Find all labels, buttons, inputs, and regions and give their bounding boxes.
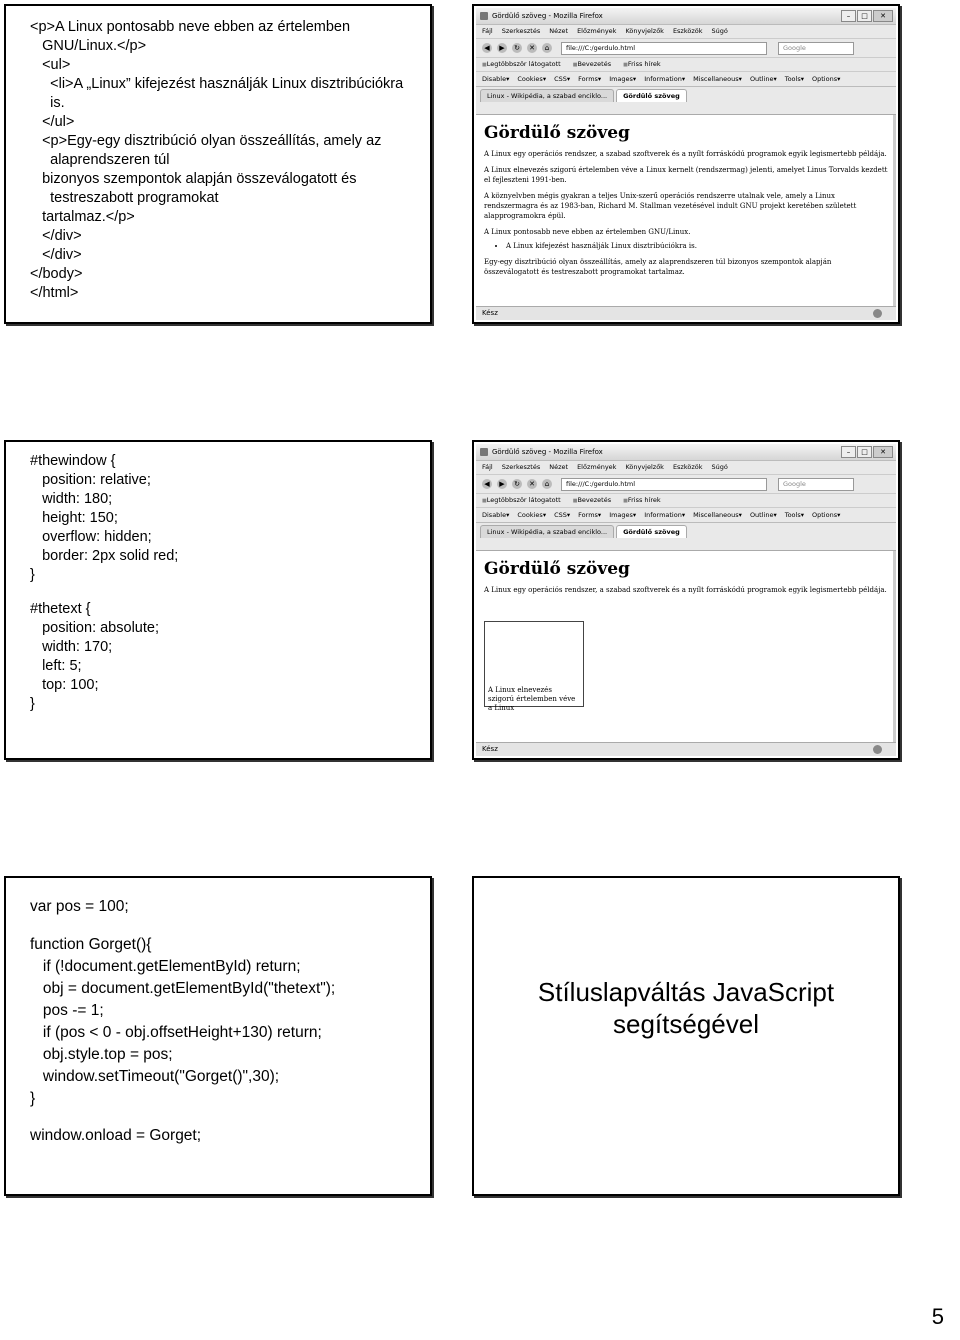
tab-gordulo[interactable]: Gördülő szöveg xyxy=(616,525,687,538)
close-icon[interactable]: ✕ xyxy=(873,446,893,458)
bookmarks-bar xyxy=(476,494,896,508)
developer-toolbar xyxy=(476,508,896,523)
page-content xyxy=(476,550,896,743)
window-titlebar xyxy=(476,444,896,461)
status-text: Kész xyxy=(482,309,498,317)
menu-item[interactable]: Szerkesztés xyxy=(501,463,541,471)
code-line: tartalmaz.</p> xyxy=(30,209,135,225)
search-input[interactable]: Google xyxy=(778,478,854,491)
menu-item[interactable]: Könyvjelzők xyxy=(625,463,664,471)
code-line: position: absolute; xyxy=(30,619,159,636)
devbar-item[interactable]: Outline▾ xyxy=(749,511,777,519)
reload-icon[interactable]: ↻ xyxy=(512,43,522,53)
code-line: </body> xyxy=(30,266,83,282)
stop-icon[interactable]: ✕ xyxy=(527,479,537,489)
devbar-item[interactable]: Forms▾ xyxy=(578,75,602,83)
window-title: Gördülő szöveg - Mozilla Firefox xyxy=(492,12,603,20)
menu-bar xyxy=(476,461,896,475)
menu-item[interactable]: Előzmények xyxy=(577,27,617,35)
bookmark-item[interactable]: ■ Legtöbbször látogatott xyxy=(482,494,561,507)
bookmark-item[interactable]: ■ Bevezetés xyxy=(573,494,611,507)
menu-item[interactable]: Súgó xyxy=(711,27,728,35)
code-line: obj = document.getElementById("thetext"); xyxy=(30,979,336,997)
menu-item[interactable]: Szerkesztés xyxy=(501,27,541,35)
code-line: if (pos < 0 - obj.offsetHeight+130) return; xyxy=(30,1023,322,1041)
page-content xyxy=(476,114,896,307)
bookmarks-bar xyxy=(476,58,896,72)
slide-5-code xyxy=(4,876,432,1196)
tab-wikipedia[interactable]: Linux - Wikipédia, a szabad enciklo... xyxy=(480,525,614,538)
code-line: <p>Egy-egy disztribúció olyan összeállítás, amely az xyxy=(30,133,382,149)
bullet-list xyxy=(484,241,888,251)
code-line: window.setTimeout("Gorget()",30); xyxy=(30,1067,280,1085)
devbar-item[interactable]: Information▾ xyxy=(644,511,686,519)
firefox-window xyxy=(476,444,896,756)
url-bar[interactable]: file:///C:/gerdulo.html xyxy=(561,478,767,491)
code-line: #thewindow { xyxy=(30,453,116,469)
menu-item[interactable]: Fájl xyxy=(482,463,493,471)
scroll-window xyxy=(484,621,584,712)
window-controls xyxy=(841,10,893,22)
code-line: </div> xyxy=(30,247,82,263)
firefox-window xyxy=(476,8,896,320)
devbar-item[interactable]: Cookies▾ xyxy=(517,75,547,83)
code-line: bizonyos szempontok alapján összeválogatott és xyxy=(30,171,357,187)
code-line: window.onload = Gorget; xyxy=(30,1127,202,1144)
tab-gordulo[interactable]: Gördülő szöveg xyxy=(616,89,687,102)
tab-strip xyxy=(476,523,896,538)
paragraph: A Linux egy operációs rendszer, a szabad szoftverek és a nyílt forráskódú programok egyik legismertebb példája. xyxy=(484,150,887,158)
code-line: </div> xyxy=(30,228,82,244)
developer-toolbar xyxy=(476,72,896,87)
slide-4-browser xyxy=(472,440,900,760)
addon-icon[interactable] xyxy=(873,309,882,318)
code-line: overflow: hidden; xyxy=(30,529,152,545)
slide-title xyxy=(474,976,898,1040)
code-line xyxy=(30,918,335,934)
devbar-item[interactable]: Miscellaneous▾ xyxy=(693,511,742,519)
maximize-icon[interactable]: □ xyxy=(857,446,872,458)
home-icon[interactable]: ⌂ xyxy=(542,43,552,53)
devbar-item[interactable]: Tools▾ xyxy=(784,511,804,519)
status-bar xyxy=(476,306,896,320)
devbar-item[interactable]: Disable▾ xyxy=(482,75,510,83)
forward-icon[interactable]: ▶ xyxy=(497,479,507,489)
page-number: 5 xyxy=(931,1304,944,1329)
status-bar xyxy=(476,742,896,756)
maximize-icon[interactable]: □ xyxy=(857,10,872,22)
scrollbar[interactable] xyxy=(893,115,896,307)
forward-icon[interactable]: ▶ xyxy=(497,43,507,53)
devbar-item[interactable]: Options▾ xyxy=(812,511,841,519)
code-line: width: 180; xyxy=(30,491,113,507)
slide-1-code xyxy=(4,4,432,324)
paragraph: A Linux elnevezés szigorú értelemben véve a Linux kernelt (rendszermag) jelenti, amelyet Linus Torvalds kezdett el fejleszteni 1991-ben. xyxy=(484,166,888,184)
window-titlebar xyxy=(476,8,896,25)
code-line: } xyxy=(30,1089,36,1107)
addon-icon[interactable] xyxy=(873,745,882,754)
code-line: } xyxy=(30,567,35,583)
devbar-item[interactable]: Forms▾ xyxy=(578,511,602,519)
menu-bar xyxy=(476,25,896,39)
code-line: <p>A Linux pontosabb neve ebben az értelemben xyxy=(30,19,351,35)
back-icon[interactable]: ◀ xyxy=(482,479,492,489)
code-line: <li>A „Linux” kifejezést használják Linux disztribúciókra xyxy=(30,76,404,92)
tab-strip xyxy=(476,87,896,102)
home-icon[interactable]: ⌂ xyxy=(542,479,552,489)
minimize-icon[interactable]: – xyxy=(841,446,856,458)
slide-2-browser xyxy=(472,4,900,324)
bookmark-item[interactable]: ■ Legtöbbször látogatott xyxy=(482,58,561,71)
firefox-icon xyxy=(480,12,488,20)
code-line: position: relative; xyxy=(30,472,151,488)
scrollbar[interactable] xyxy=(893,551,896,743)
devbar-item[interactable]: Images▾ xyxy=(609,511,637,519)
code-line: alaprendszeren túl xyxy=(30,152,170,168)
window-controls xyxy=(841,446,893,458)
page-heading: Gördülő szöveg xyxy=(484,559,630,579)
page-heading: Gördülő szöveg xyxy=(484,123,630,143)
search-input[interactable]: Google xyxy=(778,42,854,55)
list-item: • A Linux kifejezést használják Linux disztribúciókra is. xyxy=(506,241,888,251)
devbar-item[interactable]: CSS▾ xyxy=(554,511,571,519)
menu-item[interactable]: Nézet xyxy=(549,463,569,471)
code-line: is. xyxy=(30,95,65,111)
devbar-item[interactable]: Disable▾ xyxy=(482,511,510,519)
nav-bar xyxy=(476,475,896,494)
code-line: top: 100; xyxy=(30,676,99,693)
menu-item[interactable]: Előzmények xyxy=(577,463,617,471)
devbar-item[interactable]: Options▾ xyxy=(812,75,841,83)
code-line: #thetext { xyxy=(30,600,91,617)
status-text: Kész xyxy=(482,745,498,753)
close-icon[interactable]: ✕ xyxy=(873,10,893,22)
devbar-item[interactable]: Tools▾ xyxy=(784,75,804,83)
paragraph: A Linux pontosabb neve ebben az értelemben GNU/Linux. xyxy=(484,228,691,236)
menu-item[interactable]: Súgó xyxy=(711,463,728,471)
devbar-item[interactable]: Miscellaneous▾ xyxy=(693,75,742,83)
code-line: <ul> xyxy=(30,57,71,73)
slide-6-title xyxy=(472,876,900,1196)
slide-3-code xyxy=(4,440,432,760)
back-icon[interactable]: ◀ xyxy=(482,43,492,53)
code-line: </html> xyxy=(30,285,79,301)
url-bar[interactable]: file:///C:/gerdulo.html xyxy=(561,42,767,55)
code-line: height: 150; xyxy=(30,510,118,526)
slide-title-line-2: segítségével xyxy=(613,1009,759,1039)
code-line: width: 170; xyxy=(30,638,113,655)
code-line: testreszabott programokat xyxy=(30,190,219,206)
stop-icon[interactable]: ✕ xyxy=(527,43,537,53)
bookmark-item[interactable]: ■ Friss hírek xyxy=(623,494,661,507)
reload-icon[interactable]: ↻ xyxy=(512,479,522,489)
code-line: obj.style.top = pos; xyxy=(30,1045,173,1063)
menu-item[interactable]: Eszközök xyxy=(672,27,703,35)
menu-item[interactable]: Eszközök xyxy=(672,463,703,471)
code-block-js xyxy=(30,896,335,1147)
code-line: </ul> xyxy=(30,114,75,130)
code-block-html xyxy=(30,18,403,303)
code-line xyxy=(30,1110,335,1126)
devbar-item[interactable]: Information▾ xyxy=(644,75,686,83)
code-line: if (!document.getElementById) return; xyxy=(30,957,301,975)
scrolling-text: A Linux elnevezés szigorú értelemben véve a Linux xyxy=(488,686,576,712)
code-line: left: 5; xyxy=(30,657,82,674)
devbar-item[interactable]: Cookies▾ xyxy=(517,511,547,519)
devbar-item[interactable]: Outline▾ xyxy=(749,75,777,83)
bookmark-item[interactable]: ■ Friss hírek xyxy=(623,58,661,71)
devbar-item[interactable]: Images▾ xyxy=(609,75,637,83)
slide-title-line-1: Stíluslapváltás JavaScript xyxy=(537,977,835,1007)
code-line: pos -= 1; xyxy=(30,1001,104,1019)
code-line: function Gorget(){ xyxy=(30,935,152,953)
tab-wikipedia[interactable]: Linux - Wikipédia, a szabad enciklo... xyxy=(480,89,614,102)
code-line: border: 2px solid red; xyxy=(30,548,179,564)
code-line: } xyxy=(30,695,35,712)
paragraph: A Linux egy operációs rendszer, a szabad szoftverek és a nyílt forráskódú programok egyik legismertebb példája. xyxy=(484,586,887,594)
window-title: Gördülő szöveg - Mozilla Firefox xyxy=(492,448,603,456)
firefox-icon xyxy=(480,448,488,456)
code-line xyxy=(30,585,178,600)
minimize-icon[interactable]: – xyxy=(841,10,856,22)
code-line: GNU/Linux.</p> xyxy=(30,38,147,54)
devbar-item[interactable]: CSS▾ xyxy=(554,75,571,83)
bookmark-item[interactable]: ■ Bevezetés xyxy=(573,58,611,71)
menu-item[interactable]: Könyvjelzők xyxy=(625,27,664,35)
code-block-css xyxy=(30,452,178,714)
nav-bar xyxy=(476,39,896,58)
paragraph: Egy-egy disztribúció olyan összeállítás, amely az alaprendszeren túl bizonyos szempontok alapján összeválogatott és testreszabott programokat tartalmaz. xyxy=(484,258,832,276)
menu-item[interactable]: Fájl xyxy=(482,27,493,35)
menu-item[interactable]: Nézet xyxy=(549,27,569,35)
code-line: var pos = 100; xyxy=(30,898,129,915)
paragraph: A köznyelvben mégis gyakran a teljes Unix-szerű operációs rendszerre utalnak vele, amely a Linux rendszermagra és az 1983-ban, Richard M. Stallman vezetésével indult GNU projekt keretében született alapprogramokra épül. xyxy=(484,192,857,220)
